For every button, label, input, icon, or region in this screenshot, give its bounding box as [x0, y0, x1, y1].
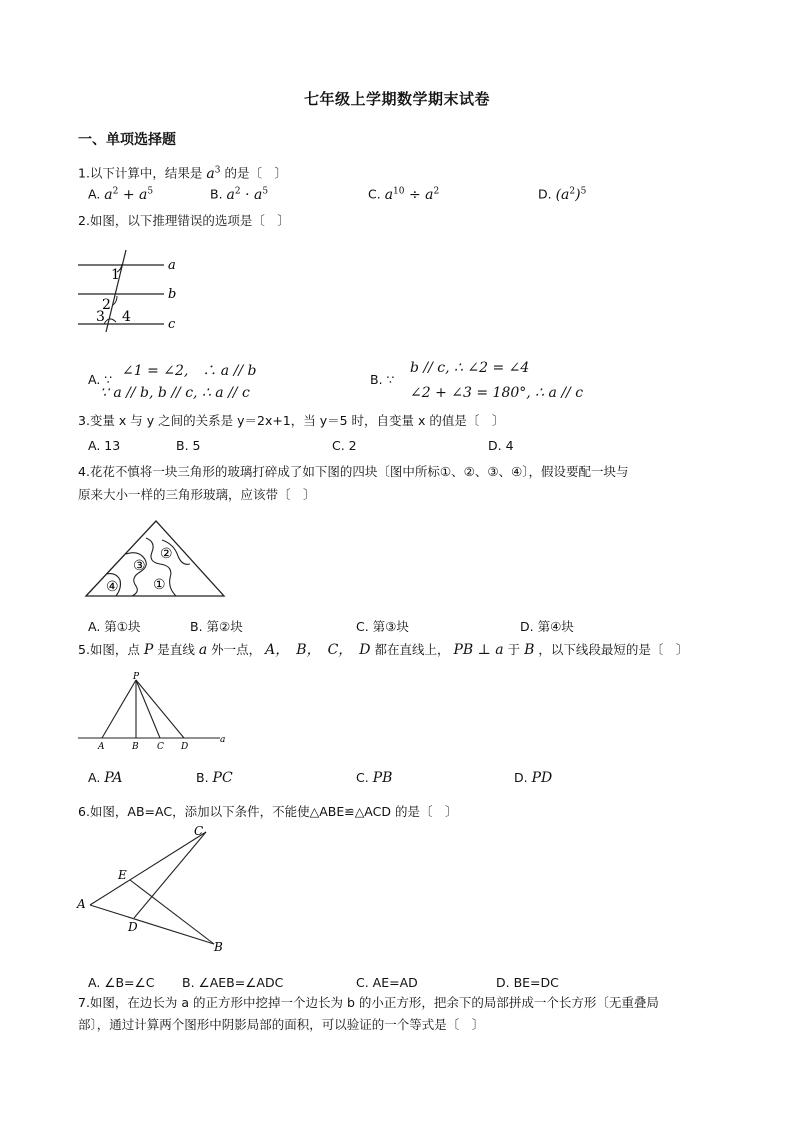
q1-option-c[interactable]: C. $a^{10} \div a^2$ [368, 186, 440, 203]
q5-point-line-figure [78, 672, 238, 754]
q5-option-b[interactable]: B. PC [196, 770, 233, 786]
page-title: 七年级上学期数学期末试卷 [303, 90, 490, 108]
question-7-stem-line1: 7.如图，在边长为 a 的正方形中挖掉一个边长为 b 的小正方形，把余下的局部拼成一个长方形〔无重叠局 [78, 995, 659, 1010]
q2-option-b-line2: ∠2 + ∠3 = 180°, ∴ a // c [410, 385, 584, 401]
q6-option-b[interactable]: B. ∠AEB=∠ADC [182, 975, 284, 990]
question-7-stem-line2: 部〕，通过计算两个图形中阴影局部的面积，可以验证的一个等式是〔 〕 [78, 1017, 485, 1032]
q1-option-a[interactable]: A. $a^2 + a^5$ [88, 186, 154, 203]
q4-option-c[interactable]: C. 第③块 [356, 619, 409, 634]
question-6-stem: 6.如图，AB=AC，添加以下条件，不能使△ABE≌△ACD 的是〔 〕 [78, 804, 458, 819]
question-3-stem: 3.变量 x 与 y 之间的关系是 y＝2x+1，当 y＝5 时，自变量 x 的值是〔 〕 [78, 413, 505, 428]
q5-option-c[interactable]: C. PB [356, 770, 393, 786]
fig-angle-2: 2 [102, 297, 111, 313]
q3-option-a[interactable]: A. 13 [88, 438, 121, 453]
fig-point-d: D [128, 920, 138, 934]
q3-option-b[interactable]: B. 5 [176, 438, 201, 453]
q5-option-a[interactable]: A. PA [88, 770, 123, 786]
q1-stem-prefix: 1.以下计算中，结果是 [78, 165, 203, 181]
q4-broken-triangle-figure [84, 518, 228, 600]
q2-option-a-line2: ∵ a // b, b // c, ∴ a // c [100, 385, 250, 401]
fig-point-e: E [118, 868, 127, 882]
q4-option-d[interactable]: D. 第④块 [520, 619, 574, 634]
q1-option-b[interactable]: B. $a^2 \cdot a^5$ [210, 186, 269, 203]
fig-piece-4: ④ [106, 579, 119, 595]
fig-piece-3: ③ [133, 558, 146, 574]
q3-option-d[interactable]: D. 4 [488, 438, 514, 453]
question-4-stem-line1: 4.花花不慎将一块三角形的玻璃打碎成了如下图的四块〔图中所标①、②、③、④〕，假设要配一块与 [78, 464, 629, 479]
fig-angle-3: 3 [96, 309, 105, 325]
fig-point-a: A [77, 897, 86, 911]
question-1-stem [78, 160, 287, 184]
fig-piece-1: ① [153, 577, 166, 593]
q2-option-b-line1: b // c, ∴ ∠2 = ∠4 [410, 360, 530, 376]
q2-option-a-line1: ∠1 = ∠2, ∴ a // b [122, 363, 257, 379]
q6-option-d[interactable]: D. BE=DC [496, 975, 559, 990]
fig-point-p: P [133, 672, 140, 682]
fig-point-d: D [181, 742, 189, 752]
section-heading: 一、单项选择题 [78, 132, 176, 148]
question-5-stem: 5.如图，点 P 是直线 a 外一点， A， B， C， D 都在直线上， PB ⊥ a 于 B ，以下线段最短的是〔 〕 [78, 642, 689, 658]
fig-piece-2: ② [160, 546, 173, 562]
q3-option-c[interactable]: C. 2 [332, 438, 357, 453]
fig-label-b: b [168, 287, 177, 302]
fig-angle-1: 1 [111, 267, 120, 283]
q6-option-c[interactable]: C. AE=AD [356, 975, 418, 990]
q6-option-a[interactable]: A. ∠B=∠C [88, 975, 155, 990]
fig-point-b: B [214, 940, 223, 954]
q2-option-b-letter[interactable]: B. ∵ [370, 372, 395, 387]
fig-label-c: c [168, 317, 176, 332]
q5-option-d[interactable]: D. PD [514, 770, 553, 786]
q1-stem-suffix: 的是〔 〕 [224, 165, 288, 181]
q2-option-a-letter[interactable]: A. ∵ [88, 372, 113, 387]
fig-angle-4: 4 [122, 309, 131, 325]
fig-point-b: B [132, 742, 139, 752]
q6-triangles-figure [74, 820, 234, 956]
q2-parallel-lines-figure [76, 248, 186, 334]
question-2-stem: 2.如图，以下推理错误的选项是〔 〕 [78, 213, 290, 228]
fig-point-c: C [157, 742, 164, 752]
q1-option-d[interactable]: D. $(a^2)^5$ [538, 186, 587, 203]
q4-option-a[interactable]: A. 第①块 [88, 619, 141, 634]
q1-stem-math: $a^3$ [206, 165, 221, 182]
question-4-stem-line2: 原来大小一样的三角形玻璃，应该带〔 〕 [78, 487, 316, 502]
fig-line-a: a [220, 735, 226, 745]
q4-option-b[interactable]: B. 第②块 [190, 619, 243, 634]
fig-point-a: A [98, 742, 105, 752]
fig-point-c: C [194, 824, 204, 838]
fig-label-a: a [168, 258, 176, 273]
